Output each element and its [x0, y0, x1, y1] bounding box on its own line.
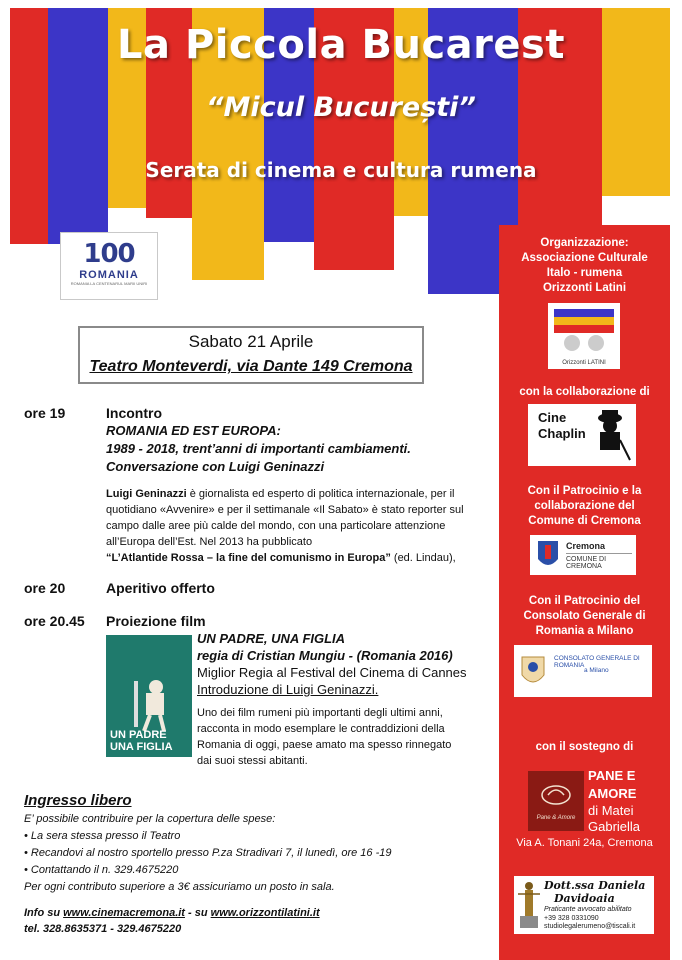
film-intro: Introduzione di Luigi Geninazzi.	[197, 682, 379, 697]
bread-icon	[540, 781, 572, 807]
book-title: “L’Atlantide Rossa – la fine del comunismo in Europa”	[106, 552, 391, 564]
program-title: Aperitivo offerto	[106, 580, 215, 596]
logo-small-text: ROMANIA LA CENTENARUL MARII UNIRI	[70, 281, 148, 286]
sponsor-name: Gabriella	[588, 819, 641, 834]
film-director: regia di Cristian Mungiu - (Romania 2016)	[197, 648, 453, 663]
patron-label: Comune di Cremona	[528, 515, 641, 527]
logo-digits: 100	[83, 239, 135, 269]
talk-title-line: ROMANIA ED EST EUROPA:	[106, 423, 281, 438]
lawyer-name: Dott.ssa Daniela	[544, 879, 646, 892]
org-logo-text: Orizzonti LATINI	[562, 360, 606, 366]
film-description-line: Romania di oggi, paese amato ma spesso rinnegato	[197, 739, 452, 751]
program-time: ore 19	[24, 405, 66, 421]
talk-title-line: 1989 - 2018, trent’anni di importanti cambiamenti.	[106, 441, 411, 456]
justice-statue-icon	[518, 880, 540, 930]
org-label: Organizzazione:	[540, 237, 629, 249]
sponsor-name: PANE E	[588, 768, 636, 783]
cremona-crest-icon	[536, 539, 560, 571]
cine-chaplin-logo	[528, 404, 636, 466]
speaker-bio-line: campo dalle aree più calde del mondo, con una particolare attenzione	[106, 520, 446, 532]
program-time: ore 20	[24, 580, 66, 596]
patron-label: Romania a Milano	[535, 625, 634, 637]
website-link[interactable]: www.orizzontilatini.it	[210, 907, 320, 919]
lawyer-email: studiolegalerumeno@tiscali.it	[544, 923, 636, 930]
sponsor-name: di Matei	[588, 803, 634, 818]
org-name: Orizzonti Latini	[542, 282, 627, 294]
lawyer-role: Praticante avvocato abilitato	[544, 906, 632, 913]
poster-title: La Piccola Bucarest	[117, 22, 565, 68]
speaker-bio-line: quotidiano «Avvenire» e per il settimanale «Il Sabato» è stato reporter sul	[106, 504, 464, 516]
poster-tagline: Serata di cinema e cultura rumena	[145, 158, 537, 182]
romania-centenary-logo	[60, 232, 158, 300]
pane-amore-logo	[528, 771, 584, 831]
lawyer-phone: +39 328 0331090	[544, 915, 599, 922]
orizzonti-latini-illustration	[548, 303, 620, 355]
film-description-line: racconta in modo esemplare le contraddizioni della	[197, 723, 445, 735]
orizzonti-latini-logo	[548, 303, 620, 369]
poster-subtitle: “Micul București”	[206, 92, 476, 123]
film-award: Miglior Regia al Festival del Cinema di Cannes	[197, 665, 467, 680]
film-poster	[106, 635, 192, 757]
consulate-logo-text: a Milano	[584, 667, 609, 674]
logo-word: ROMANIA	[79, 269, 139, 281]
collab-label: con la collaborazione di	[519, 386, 650, 398]
speaker-name: Luigi Geninazzi	[106, 488, 187, 500]
org-name: Associazione Culturale	[521, 252, 648, 264]
lawyer-card	[514, 876, 654, 934]
speaker-bio-line: Luigi Geninazzi è giornalista ed esperto di politica internazionale, per il	[106, 488, 455, 500]
sponsor-address: Via A. Tonani 24a, Cremona	[516, 837, 653, 849]
admission-note: Per ogni contributo superiore a 3€ assicuriamo un posto in sala.	[24, 881, 335, 893]
program-title: Proiezione film	[106, 613, 206, 629]
film-description-line: dai suoi stessi abitanti.	[197, 755, 308, 767]
comune-cremona-logo	[530, 535, 636, 575]
sponsor-logo-text: Pane & Amore	[536, 815, 576, 821]
admission-bullet: • Recandovi al nostro sportello presso P.za Stradivari 7, il lunedì, ore 16 -19	[24, 847, 392, 859]
program-time: ore 20.45	[24, 613, 85, 629]
cremona-logo-text: COMUNE DI CREMONA	[566, 553, 632, 570]
patron-label: Consolato Generale di	[523, 610, 646, 622]
admission-heading: Ingresso libero	[24, 792, 132, 809]
film-description-line: Uno dei film rumeni più importanti degli ultimi anni,	[197, 707, 443, 719]
patron-label: collaborazione del	[534, 500, 635, 512]
admission-intro: E’ possibile contribuire per la copertura delle spese:	[24, 813, 276, 825]
event-date: Sabato 21 Aprile	[188, 332, 314, 351]
lawyer-name: Davidoaia	[554, 892, 615, 905]
admission-bullet: • La sera stessa presso il Teatro	[24, 830, 181, 842]
sponsor-name: AMORE	[588, 786, 637, 801]
footer-info: Info su www.cinemacremona.it - su www.orizzontilatini.it	[24, 907, 320, 919]
speaker-bio-line: “L’Atlantide Rossa – la fine del comunismo in Europa” (ed. Lindau),	[106, 552, 456, 564]
org-name: Italo - rumena	[546, 267, 623, 279]
consulate-logo	[514, 645, 652, 697]
film-poster-text: UN PADRE	[110, 729, 167, 741]
patron-label: Con il Patrocinio e la	[527, 485, 642, 497]
support-label: con il sostegno di	[535, 741, 634, 753]
admission-bullet: • Contattando il n. 329.4675220	[24, 864, 179, 876]
program-title: Incontro	[106, 405, 162, 421]
cremona-logo-text: Cremona	[566, 541, 606, 551]
speaker-bio-line: all’Europa dell’Est. Nel 2013 ha pubblicato	[106, 536, 313, 548]
event-date-box	[78, 326, 424, 384]
cine-logo-text: Cine	[538, 410, 567, 425]
cine-logo-text: Chaplin	[538, 426, 586, 441]
film-title: UN PADRE, UNA FIGLIA	[197, 631, 346, 646]
website-link[interactable]: www.cinemacremona.it	[63, 907, 185, 919]
chaplin-silhouette-icon	[586, 410, 632, 462]
patron-label: Con il Patrocinio del	[528, 595, 641, 607]
film-poster-text: UNA FIGLIA	[110, 741, 173, 753]
event-venue: Teatro Monteverdi, via Dante 149 Cremona	[89, 358, 413, 375]
footer-phone: tel. 328.8635371 - 329.4675220	[24, 923, 182, 935]
consulate-logo-text: CONSOLATO GENERALE DI ROMANIA	[554, 655, 640, 669]
talk-title-line: Conversazione con Luigi Geninazzi	[106, 459, 325, 474]
romania-coat-of-arms-icon	[518, 653, 548, 689]
